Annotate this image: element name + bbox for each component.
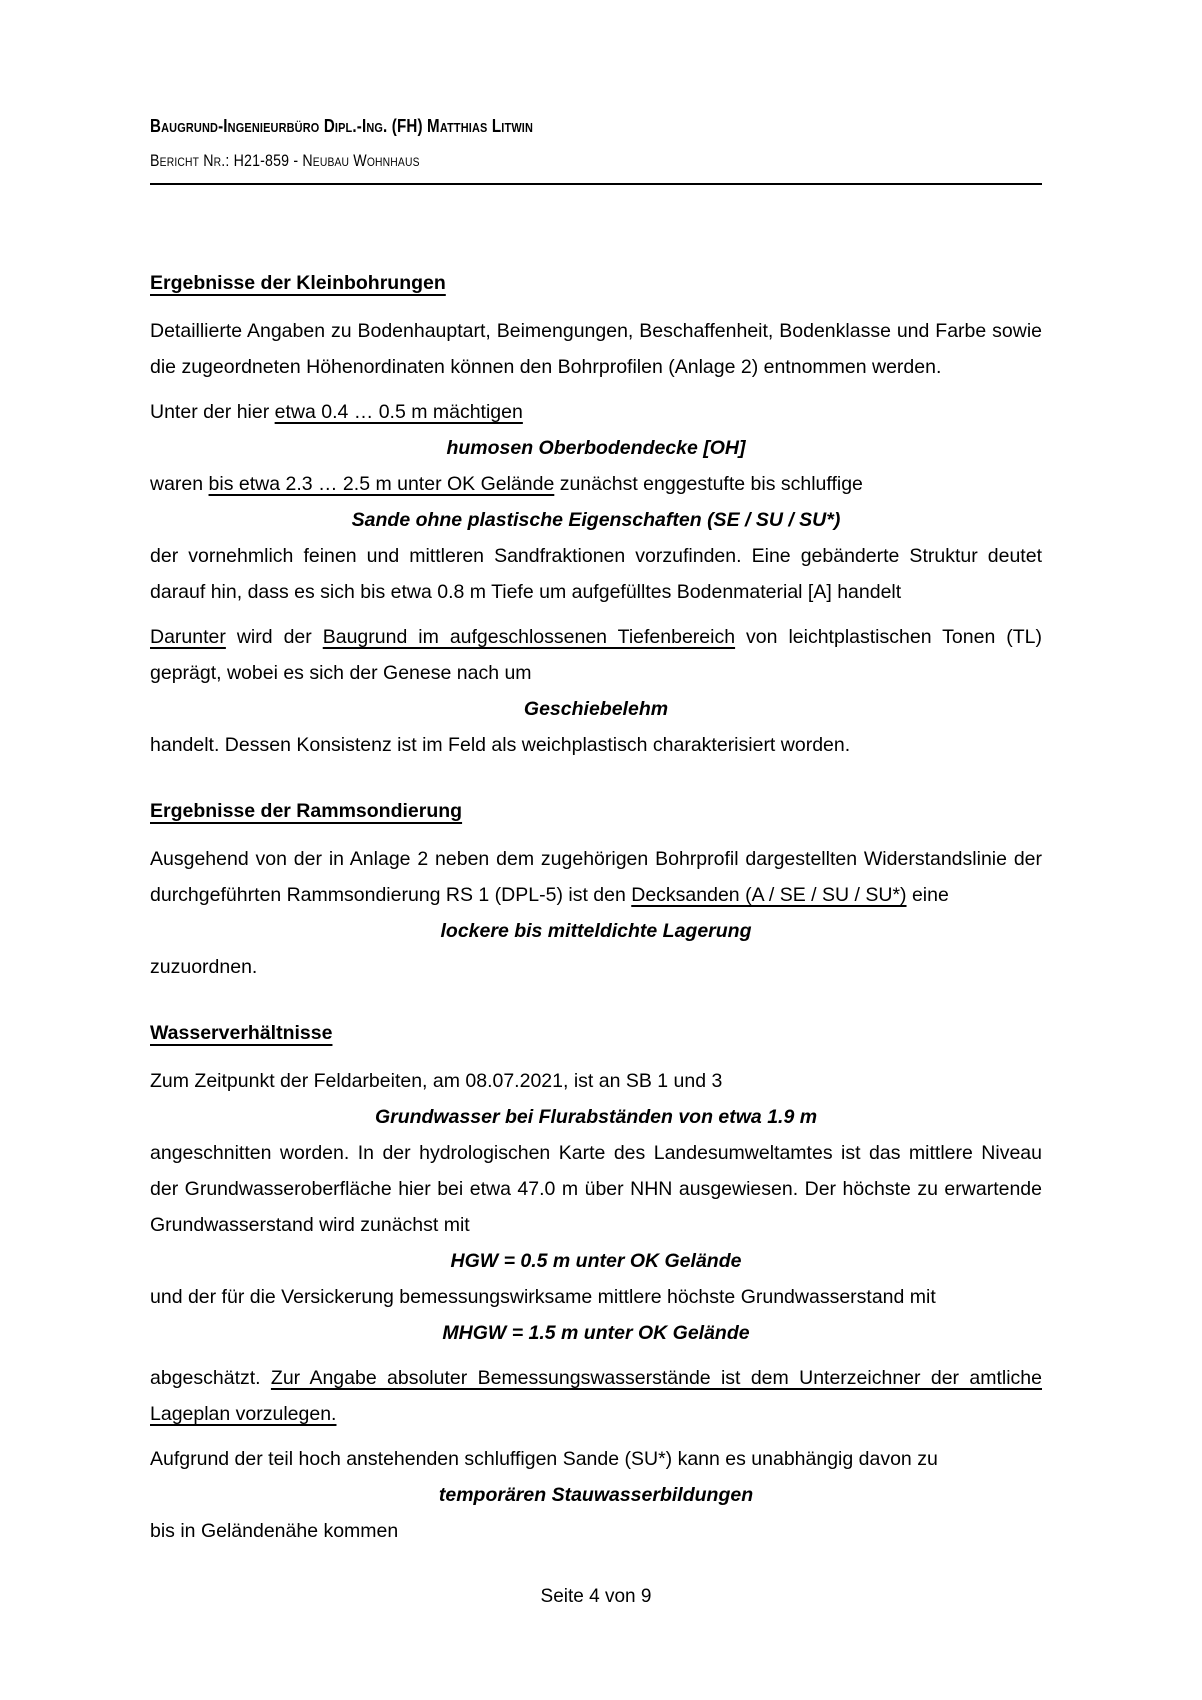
paragraph-waren — [150, 466, 1042, 502]
paragraph-detaillierte-angaben: Detaillierte Angaben zu Bodenhauptart, Beimengungen, Beschaffenheit, Bodenklasse und Farbe sowie die zugeordneten Höhenordinaten können den Bohrprofilen (Anlage 2) entnommen werden. — [150, 320, 1042, 378]
section-heading-wasserverhaeltnisse: Wasserverhältnisse — [150, 1022, 333, 1044]
paragraph-handelt: handelt. Dessen Konsistenz ist im Feld als weichplastisch charakterisiert worden. — [150, 734, 851, 756]
underlined-segment: etwa 0.4 … 0.5 m mächtigen — [274, 401, 523, 423]
underlined-segment: Baugrund im aufgeschlossenen Tiefenbereich — [322, 626, 736, 648]
paragraph-bis-gelaendenaehe: bis in Geländenähe kommen — [150, 1520, 399, 1542]
paragraph-vornehmlich: der vornehmlich feinen und mittleren Sandfraktionen vorzufinden. Eine gebänderte Struktur deutet darauf hin, dass es sich bis etwa 0.8 m Tiefe um aufgefülltes Bodenmaterial [A] handelt — [150, 545, 1042, 603]
underlined-segment: Decksanden (A / SE / SU / SU*) — [631, 884, 907, 906]
report-number-line: Bericht Nr.: H21-859 - Neubau Wohnhaus — [150, 152, 420, 170]
header-divider — [150, 183, 1042, 185]
report-header — [150, 116, 1042, 185]
paragraph-ausgehend — [150, 841, 1042, 913]
paragraph-zuzuordnen: zuzuordnen. — [150, 956, 258, 978]
paragraph-aufgrund: Aufgrund der teil hoch anstehenden schluffigen Sande (SU*) kann es unabhängig davon zu — [150, 1448, 938, 1470]
emphasis-stauwasser: temporären Stauwasserbildungen — [438, 1484, 754, 1506]
emphasis-lagerung: lockere bis mitteldichte Lagerung — [440, 920, 752, 942]
page-number: Seite 4 von 9 — [540, 1586, 652, 1607]
emphasis-sande: Sande ohne plastische Eigenschaften (SE / SU / SU*) — [351, 509, 841, 531]
emphasis-geschiebelehm: Geschiebelehm — [523, 698, 669, 720]
text-segment: wird der — [225, 626, 323, 648]
paragraph-unter-der-hier — [150, 394, 1042, 430]
emphasis-hgw: HGW = 0.5 m unter OK Gelände — [450, 1250, 742, 1272]
company-name-line: Baugrund-Ingenieurbüro Dipl.-Ing. (FH) Matthias Litwin — [150, 116, 534, 136]
section-heading-kleinbohrungen: Ergebnisse der Kleinbohrungen — [150, 272, 446, 294]
text-segment: Unter der hier — [150, 401, 275, 423]
paragraph-zeitpunkt: Zum Zeitpunkt der Feldarbeiten, am 08.07.2021, ist an SB 1 und 3 — [150, 1070, 723, 1092]
paragraph-abgeschaetzt — [150, 1360, 1042, 1432]
text-segment: von leichtplastischen Tonen (TL) geprägt, wobei es sich der Genese nach um — [150, 626, 1042, 684]
emphasis-grundwasser: Grundwasser bei Flurabständen von etwa 1.9 m — [374, 1106, 818, 1128]
text-segment: waren — [150, 473, 209, 495]
underlined-segment: Darunter — [150, 626, 226, 648]
text-segment: zunächst enggestufte bis schluffige — [554, 473, 863, 495]
emphasis-mhgw: MHGW = 1.5 m unter OK Gelände — [442, 1322, 750, 1344]
underlined-segment: Zur Angabe absoluter Bemessungswasserstände ist dem Unterzeichner der amtliche Lageplan vorzulegen. — [150, 1367, 1042, 1425]
paragraph-angeschnitten: angeschnitten worden. In der hydrologischen Karte des Landesumweltamtes ist das mittlere Niveau der Grundwasseroberfläche hier bei etwa 47.0 m über NHN ausgewiesen. Der höchste zu erwartende Grundwasserstand wird zunächst mit — [150, 1142, 1042, 1236]
paragraph-und-der: und der für die Versickerung bemessungswirksame mittlere höchste Grundwasserstand mit — [150, 1286, 936, 1308]
underlined-segment: bis etwa 2.3 … 2.5 m unter OK Gelände — [208, 473, 555, 495]
section-heading-rammsondierung: Ergebnisse der Rammsondierung — [150, 800, 463, 822]
emphasis-oberbodendecke: humosen Oberbodendecke [OH] — [446, 437, 746, 459]
text-segment: Ausgehend von der in Anlage 2 neben dem zugehörigen Bohrprofil dargestellten Widerstandslinie der durchgeführten Rammsondierung RS 1 (DPL-5) ist den — [150, 848, 1042, 906]
text-segment: eine — [906, 884, 949, 906]
text-segment: abgeschätzt. — [150, 1367, 271, 1389]
paragraph-darunter — [150, 619, 1042, 691]
document-body — [150, 265, 1042, 1549]
